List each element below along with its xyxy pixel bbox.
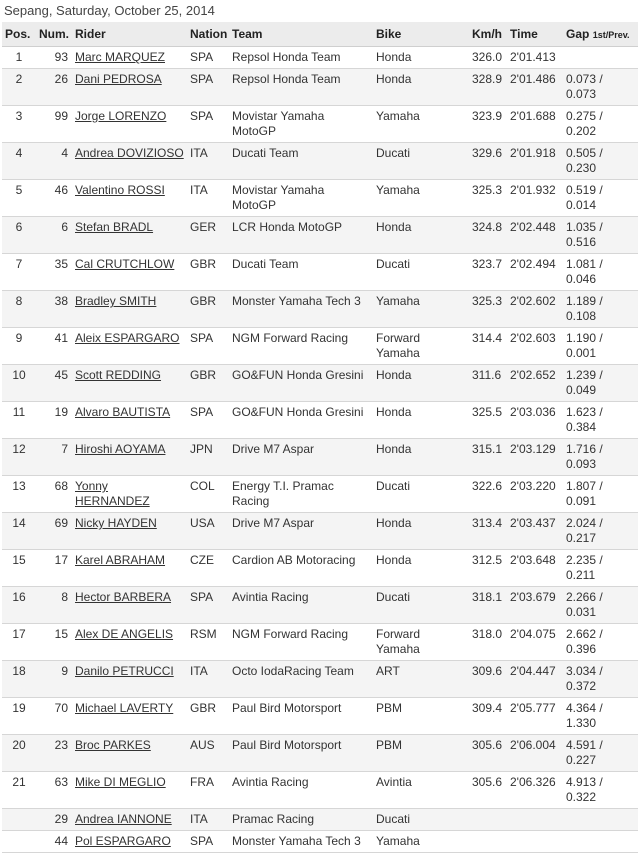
table-row [2,587,638,624]
cell-time: 2'02.602 [507,291,563,328]
cell-bike: Honda [373,217,469,254]
cell-num: 23 [36,735,72,772]
cell-num: 38 [36,291,72,328]
cell-pos: 16 [2,587,36,624]
cell-kmh: 318.0 [469,624,507,661]
table-row [2,809,638,831]
cell-gap: 2.662 / 0.396 [563,624,638,661]
cell-team: Monster Yamaha Tech 3 [229,831,373,853]
cell-bike: Honda [373,550,469,587]
cell-kmh: 313.4 [469,513,507,550]
cell-time: 2'02.603 [507,328,563,365]
cell-time: 2'01.918 [507,143,563,180]
cell-team: Octo IodaRacing Team [229,661,373,698]
cell-gap: 0.275 / 0.202 [563,106,638,143]
header-row [2,22,638,47]
cell-time [507,809,563,831]
cell-pos: 12 [2,439,36,476]
cell-pos: 11 [2,402,36,439]
table-row [2,402,638,439]
cell-time: 2'03.036 [507,402,563,439]
header-gap [563,22,638,47]
cell-rider [72,513,187,550]
cell-num: 45 [36,365,72,402]
cell-time [507,831,563,853]
table-row [2,365,638,402]
cell-kmh [469,831,507,853]
rider-link[interactable]: Jorge LORENZO [75,109,167,123]
table-row [2,735,638,772]
cell-bike: PBM [373,698,469,735]
table-row [2,47,638,69]
cell-nation: ITA [187,661,229,698]
rider-link[interactable]: Andrea DOVIZIOSO [75,146,184,160]
table-row [2,661,638,698]
cell-kmh: 318.1 [469,587,507,624]
cell-pos: 8 [2,291,36,328]
cell-nation: ITA [187,809,229,831]
cell-kmh: 325.3 [469,180,507,217]
cell-team: Cardion AB Motoracing [229,550,373,587]
cell-time: 2'04.075 [507,624,563,661]
cell-gap: 4.364 / 1.330 [563,698,638,735]
cell-rider [72,106,187,143]
table-row [2,180,638,217]
rider-link[interactable]: Stefan BRADL [75,220,154,234]
rider-link[interactable]: Mike DI MEGLIO [75,775,166,789]
cell-rider [72,180,187,217]
cell-time: 2'02.448 [507,217,563,254]
cell-nation: SPA [187,402,229,439]
results-table [2,22,638,853]
cell-kmh: 312.5 [469,550,507,587]
results-body [2,47,638,853]
cell-num: 44 [36,831,72,853]
cell-num: 9 [36,661,72,698]
cell-bike: Honda [373,439,469,476]
cell-bike: Forward Yamaha [373,624,469,661]
rider-link[interactable]: Pol ESPARGARO [75,834,171,848]
cell-gap: 1.807 / 0.091 [563,476,638,513]
cell-kmh: 323.9 [469,106,507,143]
rider-link[interactable]: Nicky HAYDEN [75,516,157,530]
cell-num: 99 [36,106,72,143]
cell-pos: 19 [2,698,36,735]
cell-pos: 4 [2,143,36,180]
cell-gap: 1.716 / 0.093 [563,439,638,476]
cell-nation: GER [187,217,229,254]
cell-team: GO&FUN Honda Gresini [229,402,373,439]
cell-pos: 5 [2,180,36,217]
cell-gap: 4.591 / 0.227 [563,735,638,772]
cell-gap: 1.035 / 0.516 [563,217,638,254]
cell-team: NGM Forward Racing [229,328,373,365]
session-caption: Sepang, Saturday, October 25, 2014 [4,3,215,18]
rider-link[interactable]: Hiroshi AOYAMA [75,442,166,456]
cell-num: 7 [36,439,72,476]
cell-num: 26 [36,69,72,106]
cell-pos: 13 [2,476,36,513]
cell-num: 8 [36,587,72,624]
cell-kmh: 314.4 [469,328,507,365]
cell-nation: SPA [187,328,229,365]
cell-rider [72,735,187,772]
table-row [2,476,638,513]
cell-pos: 3 [2,106,36,143]
rider-link[interactable]: Cal CRUTCHLOW [75,257,175,271]
cell-bike: Ducati [373,587,469,624]
rider-link[interactable]: Dani PEDROSA [75,72,162,86]
table-row [2,624,638,661]
cell-gap: 4.913 / 0.322 [563,772,638,809]
cell-pos: 14 [2,513,36,550]
cell-gap: 2.266 / 0.031 [563,587,638,624]
cell-gap: 1.081 / 0.046 [563,254,638,291]
cell-rider [72,587,187,624]
rider-link[interactable]: Marc MARQUEZ [75,50,165,64]
cell-nation: SPA [187,587,229,624]
cell-num: 6 [36,217,72,254]
cell-gap: 1.623 / 0.384 [563,402,638,439]
cell-rider [72,624,187,661]
cell-num: 63 [36,772,72,809]
cell-bike: Ducati [373,143,469,180]
cell-pos: 1 [2,47,36,69]
header-bike: Bike [373,22,469,47]
cell-kmh: 315.1 [469,439,507,476]
cell-rider [72,772,187,809]
cell-rider [72,365,187,402]
cell-nation: FRA [187,772,229,809]
header-kmh: Km/h [469,22,507,47]
cell-bike: Honda [373,402,469,439]
cell-rider [72,217,187,254]
rider-link[interactable]: Michael LAVERTY [75,701,174,715]
cell-num: 93 [36,47,72,69]
rider-link[interactable]: Alex DE ANGELIS [75,627,174,641]
cell-kmh: 305.6 [469,735,507,772]
cell-bike: Honda [373,69,469,106]
header-team: Team [229,22,373,47]
cell-nation: USA [187,513,229,550]
cell-bike: PBM [373,735,469,772]
cell-time: 2'01.486 [507,69,563,106]
table-row [2,698,638,735]
rider-link[interactable]: Aleix ESPARGARO [75,331,180,345]
cell-team: Drive M7 Aspar [229,439,373,476]
cell-team: Paul Bird Motorsport [229,698,373,735]
cell-num: 35 [36,254,72,291]
cell-rider [72,69,187,106]
cell-num: 69 [36,513,72,550]
cell-kmh: 329.6 [469,143,507,180]
cell-time: 2'05.777 [507,698,563,735]
cell-time: 2'03.648 [507,550,563,587]
cell-kmh: 305.6 [469,772,507,809]
cell-kmh: 309.4 [469,698,507,735]
cell-num: 41 [36,328,72,365]
cell-num: 17 [36,550,72,587]
cell-rider [72,476,187,513]
cell-time: 2'03.220 [507,476,563,513]
cell-team: Paul Bird Motorsport [229,735,373,772]
rider-link[interactable]: Karel ABRAHAM [75,553,166,567]
rider-link[interactable]: Bradley SMITH [75,294,157,308]
cell-rider [72,661,187,698]
table-row [2,291,638,328]
cell-kmh: 324.8 [469,217,507,254]
cell-bike: Ducati [373,254,469,291]
header-time: Time [507,22,563,47]
cell-nation: SPA [187,47,229,69]
cell-bike: Forward Yamaha [373,328,469,365]
cell-rider [72,47,187,69]
cell-time: 2'03.129 [507,439,563,476]
cell-num: 15 [36,624,72,661]
rider-link[interactable]: Scott REDDING [75,368,162,382]
cell-num: 29 [36,809,72,831]
cell-nation: SPA [187,106,229,143]
rider-link[interactable]: Yonny HERNANDEZ [75,479,150,508]
cell-rider [72,809,187,831]
cell-time: 2'02.652 [507,365,563,402]
cell-nation: GBR [187,254,229,291]
cell-pos: 21 [2,772,36,809]
cell-nation: GBR [187,365,229,402]
cell-team: Movistar Yamaha MotoGP [229,180,373,217]
table-row [2,328,638,365]
rider-link[interactable]: Danilo PETRUCCI [75,664,174,678]
cell-nation: CZE [187,550,229,587]
cell-pos: 10 [2,365,36,402]
cell-time: 2'03.437 [507,513,563,550]
cell-rider [72,439,187,476]
cell-pos: 2 [2,69,36,106]
cell-time: 2'04.447 [507,661,563,698]
cell-team: GO&FUN Honda Gresini [229,365,373,402]
cell-team: Movistar Yamaha MotoGP [229,106,373,143]
cell-bike: Ducati [373,809,469,831]
table-row [2,69,638,106]
cell-kmh: 323.7 [469,254,507,291]
rider-link[interactable]: Broc PARKES [75,738,151,752]
cell-pos: 20 [2,735,36,772]
cell-gap: 3.034 / 0.372 [563,661,638,698]
table-row [2,772,638,809]
rider-link[interactable]: Andrea IANNONE [75,812,172,826]
cell-num: 46 [36,180,72,217]
cell-pos: 15 [2,550,36,587]
cell-bike: Yamaha [373,291,469,328]
cell-nation: ITA [187,143,229,180]
cell-gap: 1.189 / 0.108 [563,291,638,328]
cell-nation: RSM [187,624,229,661]
cell-team: Monster Yamaha Tech 3 [229,291,373,328]
cell-nation: COL [187,476,229,513]
cell-bike: Avintia [373,772,469,809]
cell-rider [72,291,187,328]
rider-link[interactable]: Alvaro BAUTISTA [75,405,171,419]
cell-bike: ART [373,661,469,698]
cell-gap: 0.073 / 0.073 [563,69,638,106]
cell-bike: Honda [373,47,469,69]
cell-rider [72,328,187,365]
cell-gap: 2.235 / 0.211 [563,550,638,587]
cell-gap: 2.024 / 0.217 [563,513,638,550]
cell-team: NGM Forward Racing [229,624,373,661]
header-rider: Rider [72,22,187,47]
cell-time: 2'02.494 [507,254,563,291]
cell-bike: Yamaha [373,106,469,143]
cell-gap [563,831,638,853]
header-gap-label: Gap [566,27,590,41]
cell-team: LCR Honda MotoGP [229,217,373,254]
cell-time: 2'01.688 [507,106,563,143]
cell-kmh [469,809,507,831]
cell-time: 2'01.932 [507,180,563,217]
cell-time: 2'06.326 [507,772,563,809]
cell-team: Energy T.I. Pramac Racing [229,476,373,513]
cell-pos [2,831,36,853]
cell-team: Repsol Honda Team [229,69,373,106]
cell-rider [72,143,187,180]
table-row [2,831,638,853]
cell-nation: GBR [187,698,229,735]
cell-gap: 0.519 / 0.014 [563,180,638,217]
cell-kmh: 328.9 [469,69,507,106]
cell-pos: 9 [2,328,36,365]
cell-gap: 1.190 / 0.001 [563,328,638,365]
header-nation: Nation [187,22,229,47]
cell-nation: GBR [187,291,229,328]
cell-bike: Yamaha [373,831,469,853]
cell-nation: SPA [187,69,229,106]
cell-kmh: 311.6 [469,365,507,402]
cell-pos: 7 [2,254,36,291]
cell-gap: 1.239 / 0.049 [563,365,638,402]
rider-link[interactable]: Hector BARBERA [75,590,172,604]
header-gap-sub: 1st/Prev. [592,30,630,40]
cell-nation: JPN [187,439,229,476]
header-pos: Pos. [2,22,36,47]
cell-num: 68 [36,476,72,513]
cell-kmh: 325.3 [469,291,507,328]
cell-time: 2'03.679 [507,587,563,624]
cell-rider [72,698,187,735]
cell-rider [72,831,187,853]
cell-rider [72,550,187,587]
table-row [2,513,638,550]
cell-team: Repsol Honda Team [229,47,373,69]
cell-nation: SPA [187,831,229,853]
table-row [2,106,638,143]
cell-bike: Honda [373,365,469,402]
cell-team: Ducati Team [229,143,373,180]
cell-num: 4 [36,143,72,180]
cell-bike: Honda [373,513,469,550]
table-row [2,254,638,291]
table-row [2,143,638,180]
cell-pos [2,809,36,831]
cell-pos: 17 [2,624,36,661]
cell-gap [563,47,638,69]
cell-pos: 6 [2,217,36,254]
table-row [2,439,638,476]
table-row [2,217,638,254]
cell-nation: AUS [187,735,229,772]
cell-time: 2'06.004 [507,735,563,772]
cell-rider [72,402,187,439]
cell-team: Avintia Racing [229,772,373,809]
cell-nation: ITA [187,180,229,217]
cell-kmh: 322.6 [469,476,507,513]
cell-team: Drive M7 Aspar [229,513,373,550]
cell-num: 70 [36,698,72,735]
rider-link[interactable]: Valentino ROSSI [75,183,165,197]
header-num: Num. [36,22,72,47]
cell-rider [72,254,187,291]
cell-bike: Yamaha [373,180,469,217]
cell-gap [563,809,638,831]
cell-kmh: 326.0 [469,47,507,69]
cell-gap: 0.505 / 0.230 [563,143,638,180]
cell-team: Pramac Racing [229,809,373,831]
cell-team: Ducati Team [229,254,373,291]
cell-bike: Ducati [373,476,469,513]
cell-team: Avintia Racing [229,587,373,624]
cell-kmh: 325.5 [469,402,507,439]
cell-pos: 18 [2,661,36,698]
cell-kmh: 309.6 [469,661,507,698]
cell-num: 19 [36,402,72,439]
table-row [2,550,638,587]
cell-time: 2'01.413 [507,47,563,69]
